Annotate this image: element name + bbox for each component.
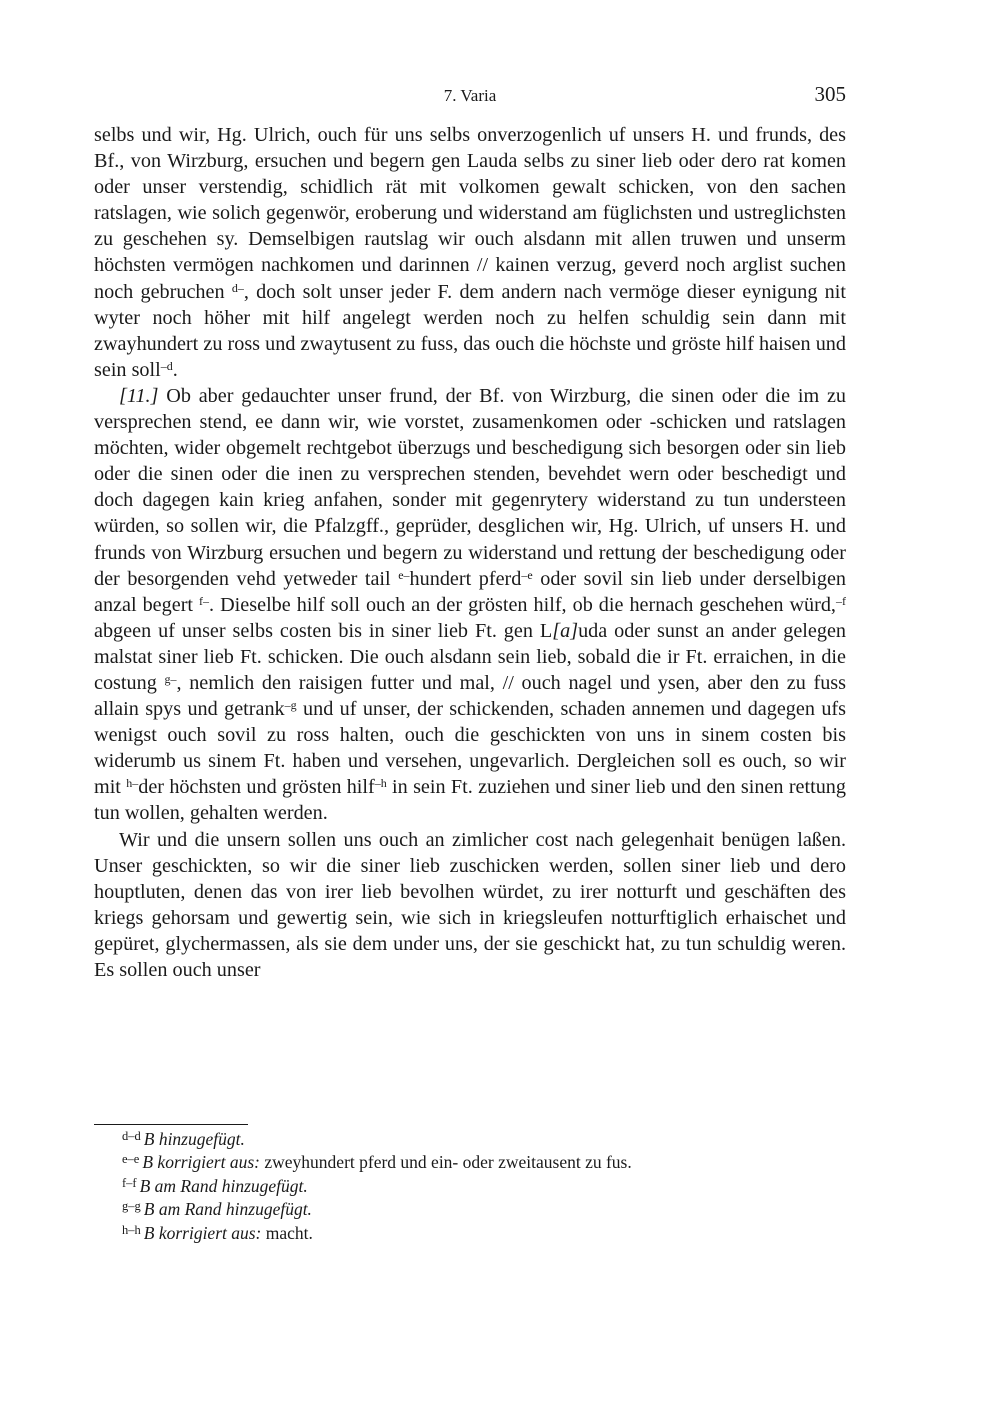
footnote-marker-f-close: –f xyxy=(835,593,846,608)
footnote-item xyxy=(122,1128,842,1151)
footnote-mark: f–f xyxy=(122,1175,137,1190)
footnote-marker-h-close: –h xyxy=(374,776,387,791)
section-number: [11.] xyxy=(119,384,159,407)
footnote-label: B korrigiert aus: xyxy=(142,1152,260,1173)
footnote-marker-e-close: –e xyxy=(521,567,533,582)
footnote-marker-h-open: h– xyxy=(126,776,139,791)
editorial-insertion: [a] xyxy=(552,619,579,642)
text-run: Ob aber gedauchter unser frund, der Bf. von Wirzburg, die sinen oder die im zu versprechen stend, ee dann wir, wie vorstet, zusamenkomen oder -schicken und ratslagen möchten, wider obgemelt rechtgebot überzugs und beschedigung sich besorgen oder sin lieb oder die sinen oder die inen zu versprechen stenden, bevehdet wern oder beschedigt und doch dagegen kain krieg anfahen, sonder mit gegenrytery widerstand zu tun understeen würden, so sollen wir, die Pfalzgff., geprüder, desglichen wir, Hg. Ulrich, uf unsers H. und frunds von Wirzburg ersuchen und begern zu widerstand und rettung der beschedigung oder der besorgenden vehd yetweder tail xyxy=(94,384,846,590)
text-run: und uf unser, der schickenden, schaden annemen und dagegen ufs wenigst ouch sovil zu ross halten, ouch die geschickten von uns in sinem costen bis widerumb us sinem Ft. haben und versehen, ungevarlich. Dergleichen soll es ouch, so wir mit xyxy=(94,698,846,799)
text-run: , nemlich den raisigen futter und mal, // ouch nagel und ysen, aber den zu fuss allain spys und getrank xyxy=(94,671,846,721)
footnote-mark: h–h xyxy=(122,1222,141,1237)
footnote-label: B am Rand hinzugefügt. xyxy=(143,1199,312,1220)
text-run: abgeen uf unser selbs costen bis in siner lieb Ft. gen L xyxy=(94,619,553,642)
footnotes xyxy=(122,1128,842,1245)
footnote-item xyxy=(122,1151,842,1174)
footnote-marker-g-close: –g xyxy=(284,698,297,713)
section-title: 7. Varia xyxy=(443,86,497,105)
text-run: . xyxy=(172,358,178,381)
paragraph-3: Wir und die unsern sollen uns ouch an zimlicher cost nach gelegenhait benügen laßen. Unser geschickten, so wir die siner lieb zuschicken werden, sollen siner lieb und dero houptluten, denen das von irer lieb bevolhen würdet, zu irer notturft und geschäften des kriegs gehorsam und gewertig sein, wie sich in kriegsleufen notturftiglich erhaischet und gepüret, glychermassen, als sie dem under uns, der sie geschickt hat, zu tun schuldig weren. Es sollen ouch unser xyxy=(94,828,846,981)
footnote-marker-d-open: d– xyxy=(231,280,244,295)
footnote-marker-g-open: g– xyxy=(164,671,177,686)
text-run: hundert pferd xyxy=(409,567,522,590)
footnote-item xyxy=(122,1222,842,1245)
footnote-label: B am Rand hinzugefügt. xyxy=(139,1175,308,1196)
text-run: uda oder sunst an ander gelegen malstat siner lieb Ft. schicken. Die ouch alsdann sein lieb, sobald die ir Ft. erraichen, in die costung xyxy=(94,619,846,694)
footnote-item xyxy=(122,1198,842,1221)
text-run: selbs und wir, Hg. Ulrich, ouch für uns selbs onverzogenlich uf unsers H. und frunds, des Bf., von Wirzburg, ersuchen und begern gen Lauda selbs zu siner lieb oder dero rat komen oder unser verstendig, schidlich rät mit volkomen gewalt schicken, von den sachen ratslagen, wie solich gegenwör, eroberung und widerstand am füglichsten und ustreglichsten zu geschehen sy. Demselbigen rautslag wir ouch alsdann mit allen truwen und unserm höchsten vermögen nachkomen und darinnen // kainen verzug, geverd noch arglist suchen noch gebruchen xyxy=(94,124,846,303)
text-run: . Dieselbe hilf soll ouch an der grösten hilf, ob die hernach geschehen würd, xyxy=(209,593,836,616)
footnote-divider xyxy=(94,1124,248,1125)
page-number: 305 xyxy=(814,82,846,106)
running-head xyxy=(94,82,846,110)
text-run: , doch solt unser jeder F. dem andern nach vermöge dieser eynigung nit wyter noch höher mit hilf angelegt werden noch zu helfen schuldig sein dann mit zwayhundert zu ross und zwaytusent zu fuss, das ouch die höchste und gröste hilf haisen und sein soll xyxy=(94,280,846,381)
footnote-mark: g–g xyxy=(122,1199,141,1214)
footnote-label: B korrigiert aus: xyxy=(143,1222,262,1243)
paragraph-2 xyxy=(94,383,846,827)
text-run: oder sovil sin lieb under derselbigen anzal begert xyxy=(94,567,847,616)
paragraph-1 xyxy=(94,122,846,383)
footnote-marker-f-open: f– xyxy=(199,593,210,608)
footnote-label: B hinzugefügt. xyxy=(143,1129,245,1149)
footnote-marker-d-close: –d xyxy=(160,358,173,373)
footnote-item xyxy=(122,1175,842,1198)
text-run: in sein Ft. zuziehen und siner lieb und den sinen rettung tun wollen, gehalten werden. xyxy=(94,776,846,825)
footnote-text: macht. xyxy=(261,1222,313,1243)
footnote-mark: e–e xyxy=(122,1152,140,1167)
body-text xyxy=(94,122,846,983)
footnote-mark: d–d xyxy=(122,1129,141,1143)
footnote-marker-e-open: e– xyxy=(398,567,410,582)
footnote-text: zweyhundert pferd und ein- oder zweitausent zu fus. xyxy=(260,1152,632,1173)
text-run: der höchsten und grösten hilf xyxy=(138,776,375,799)
